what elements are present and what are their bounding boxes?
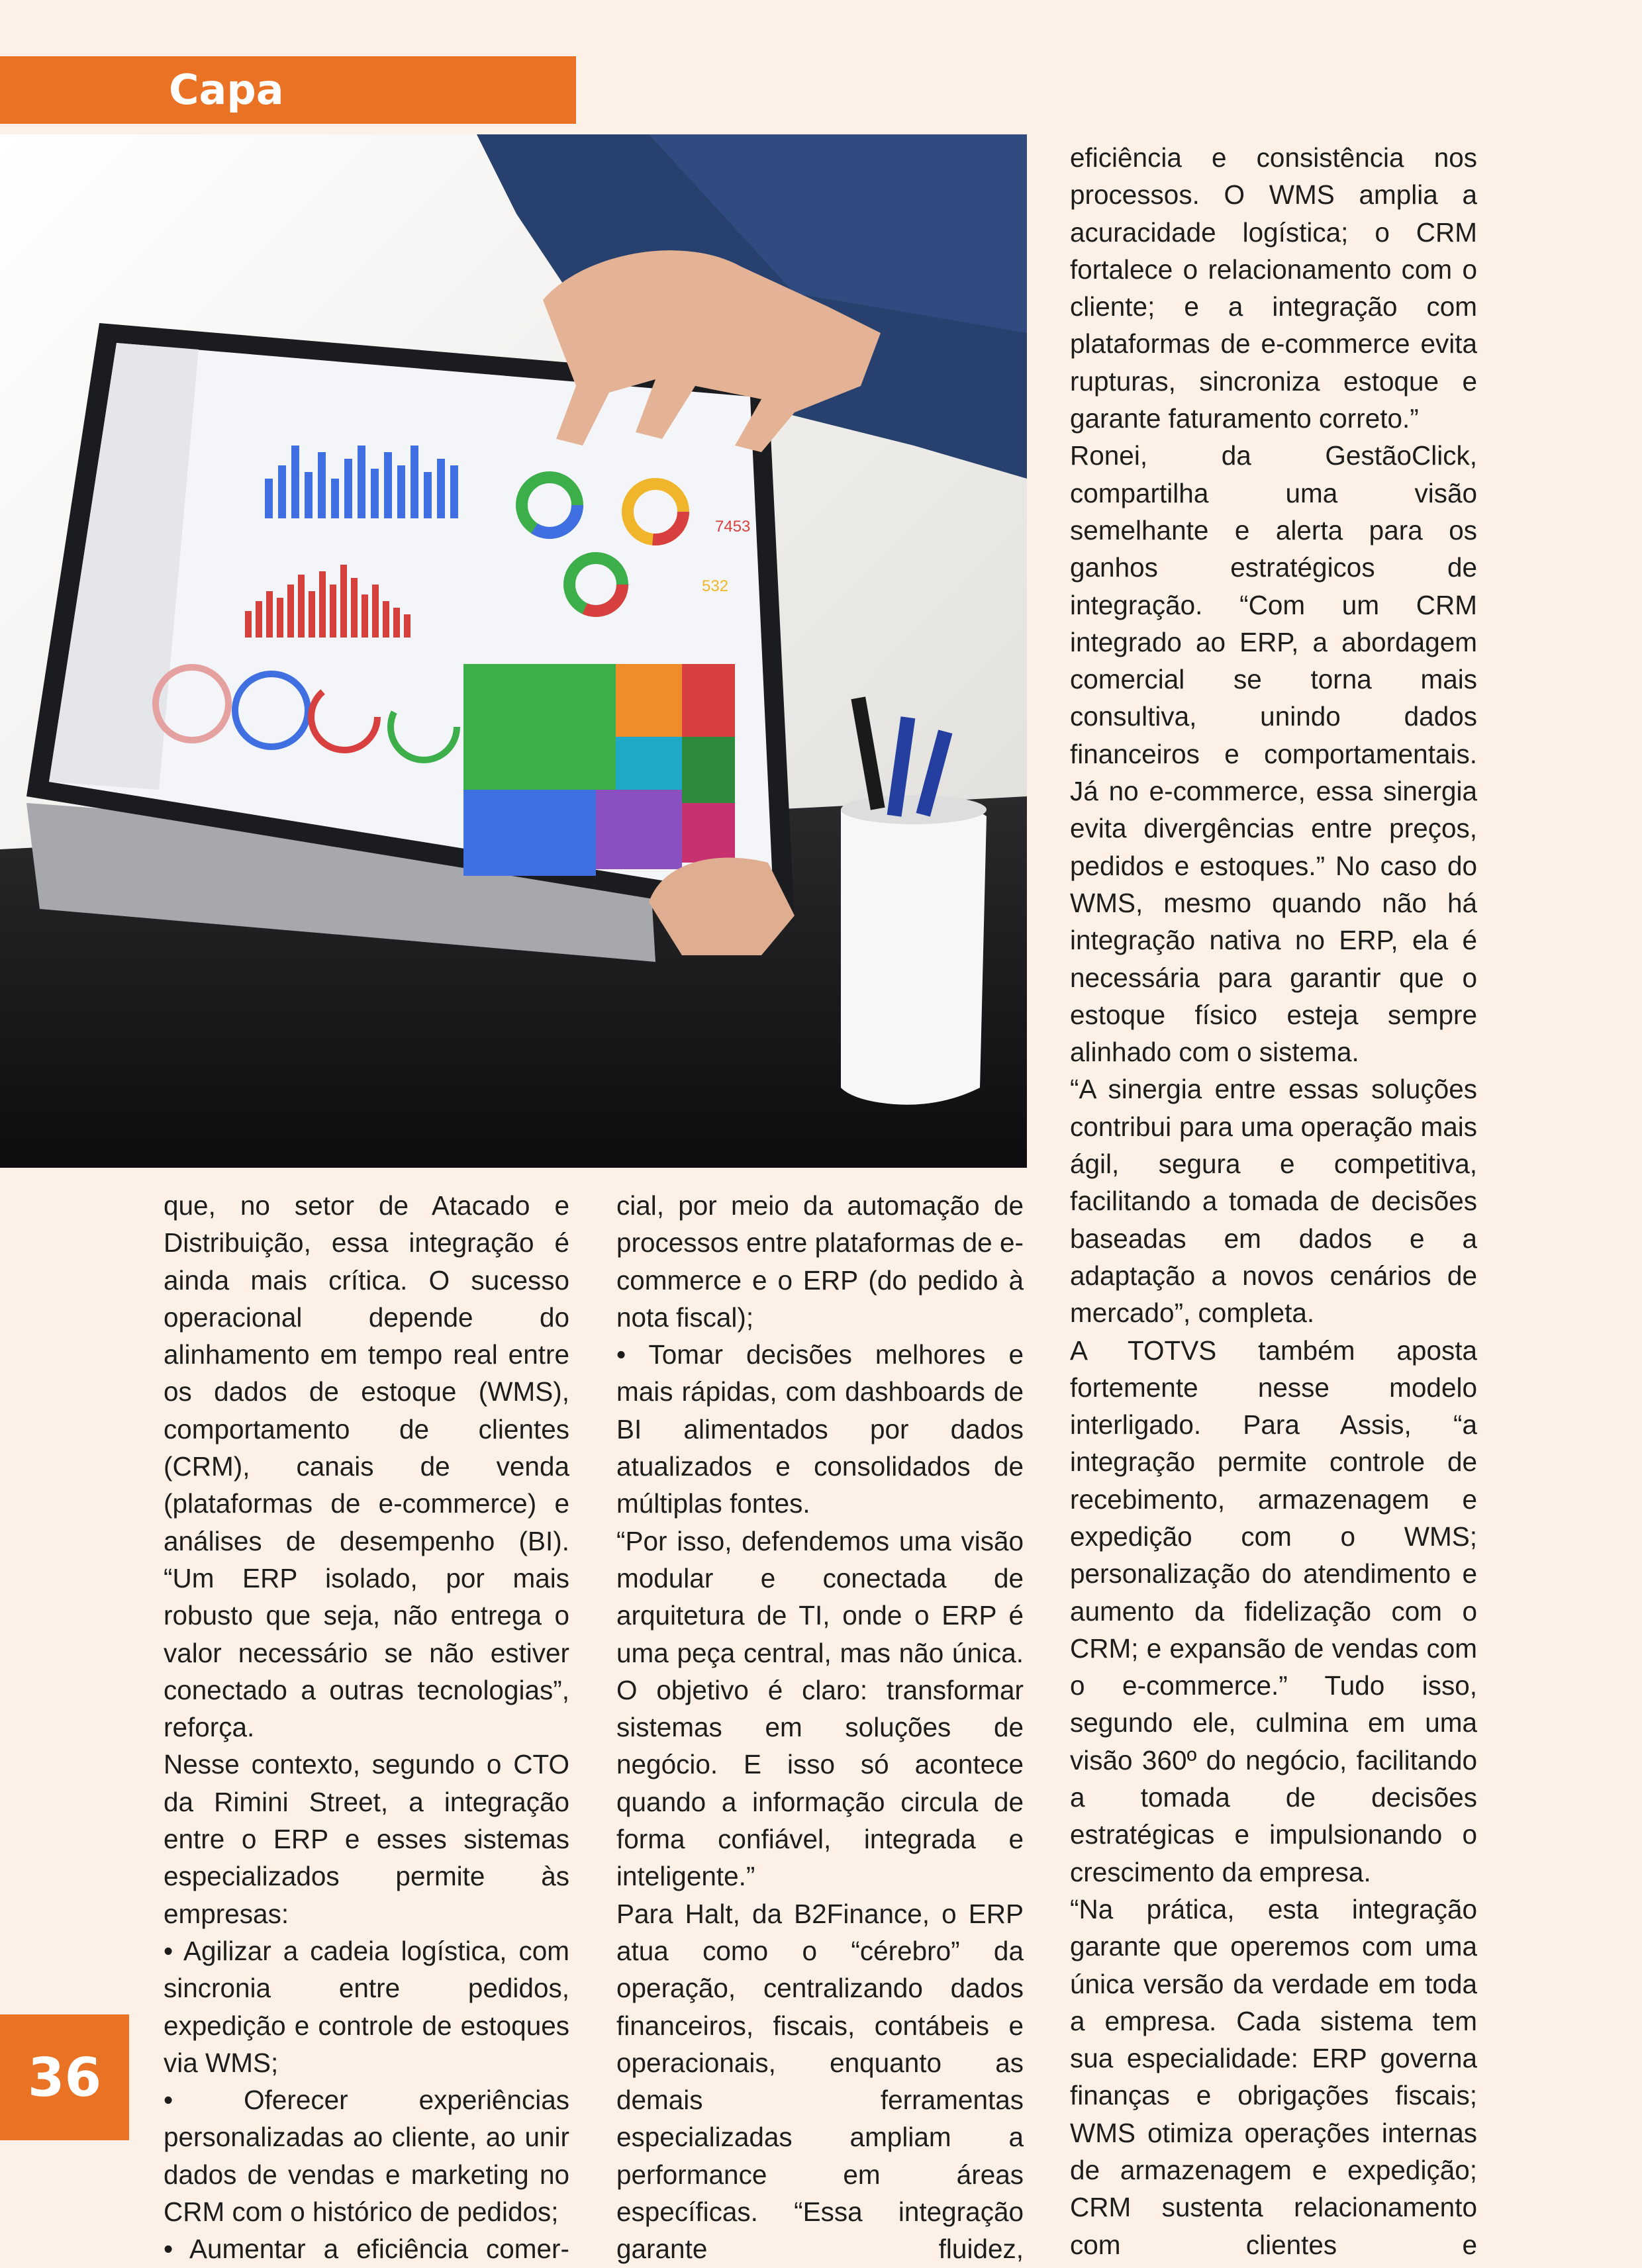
article-column-3 bbox=[1070, 139, 1477, 2263]
paragraph: eficiência e consistência nos processos. O WMS amplia a acuracidade logística; o CRM fortalece o relacionamento com o cliente; e a integração com plataformas de e-commerce evita rupturas, sincroniza estoque e garante faturamento correto.” bbox=[1070, 142, 1477, 434]
bullet-item: • Oferecer experiências personalizadas ao cliente, ao unir dados de vendas e marketing no CRM com o histórico de pedidos; bbox=[164, 2085, 569, 2228]
kpi-value-1: 7453 bbox=[715, 518, 751, 536]
paragraph: “A sinergia entre essas soluções contribui para uma operação mais ágil, segura e competitiva, facilitando a tomada de decisões baseadas em dados e a adaptação a novos cenários de mercado”, completa. bbox=[1070, 1074, 1477, 1329]
bullet-item: • Aumentar a eficiência comer- bbox=[164, 2234, 569, 2265]
bullet-item: • Agilizar a cadeia logística, com sincronia entre pedidos, expedição e controle de estoques via WMS; bbox=[164, 1935, 569, 2078]
paragraph: que, no setor de Atacado e Distribuição, essa integração é ainda mais crítica. O sucesso operacional depende do alinhamento em tempo real entre os dados de estoque (WMS), comportamento de clientes (CRM), canais de venda (plataformas de e-commerce) e análises de desempenho (BI). “Um ERP isolado, por mais robusto que seja, não entrega o valor necessário se não estiver conectado a outras tecnologias”, reforça. bbox=[164, 1190, 569, 1743]
paragraph: Nesse contexto, segundo o CTO da Rimini Street, a integração entre o ERP e esses sistemas especializados permite às empresas: bbox=[164, 1749, 569, 1929]
laptop-dashboard-photo bbox=[0, 134, 1027, 1168]
paragraph: “Por isso, defendemos uma visão modular e conectada de arquitetura de TI, onde o ERP é uma peça central, mas não única. O objetivo é claro: transformar sistemas em soluções de negócio. E isso só acontece quando a informação circula de forma confiável, integrada e inteligente.” bbox=[616, 1525, 1024, 1892]
paragraph: Ronei, da GestãoClick, compartilha uma visão semelhante e alerta para os ganhos estratégicos de integração. “Com um CRM integrado ao ERP, a abordagem comercial se torna mais consultiva, unindo dados financeiros e comportamentais. Já no e-commerce, essa sinergia evita divergências entre preços, pedidos e estoques.” No caso do WMS, mesmo quando não há integração nativa no ERP, ela é necessária para garantir que o estoque físico esteja sempre alinhado com o sistema. bbox=[1070, 440, 1477, 1068]
bullet-item: • Tomar decisões melhores e mais rápidas, com dashboards de BI alimentados por dados atualizados e consolidados de múltiplas fontes. bbox=[616, 1339, 1024, 1519]
paragraph: cial, por meio da automação de processos entre plataformas de e-commerce e o ERP (do pedido à nota fiscal); bbox=[616, 1190, 1024, 1333]
paragraph: “Na prática, esta integração garante que operemos com uma única versão da verdade em toda a empresa. Cada sistema tem sua especialidade: ERP governa finanças e obrigações fiscais; WMS otimiza operações internas de armazenagem e expedição; CRM sustenta relacionamento com clientes e bbox=[1070, 1893, 1477, 2260]
section-label: Capa bbox=[0, 56, 576, 124]
page-number: 36 bbox=[0, 2014, 129, 2140]
paragraph: A TOTVS também aposta fortemente nesse modelo interligado. Para Assis, “a integração permite controle de recebimento, armazenagem e expedição com o WMS; personalização do atendimento e aumento da fidelização com o CRM; e expansão de vendas com o e-commerce.” Tudo isso, segundo ele, culmina em uma visão 360º do negócio, facilitando a tomada de decisões estratégicas e impulsionando o crescimento da empresa. bbox=[1070, 1335, 1477, 1887]
article-column-1 bbox=[164, 1187, 569, 2268]
kpi-value-2: 532 bbox=[702, 577, 729, 595]
paragraph: Para Halt, da B2Finance, o ERP atua como o “cérebro” da operação, centralizando dados financeiros, fiscais, contábeis e operacionais, enquanto as demais ferramentas especializadas ampliam a performance em áreas específicas. “Essa integração garante fluidez, bbox=[616, 1898, 1024, 2265]
article-column-2 bbox=[616, 1187, 1024, 2268]
dashboard-treemap bbox=[463, 664, 735, 876]
